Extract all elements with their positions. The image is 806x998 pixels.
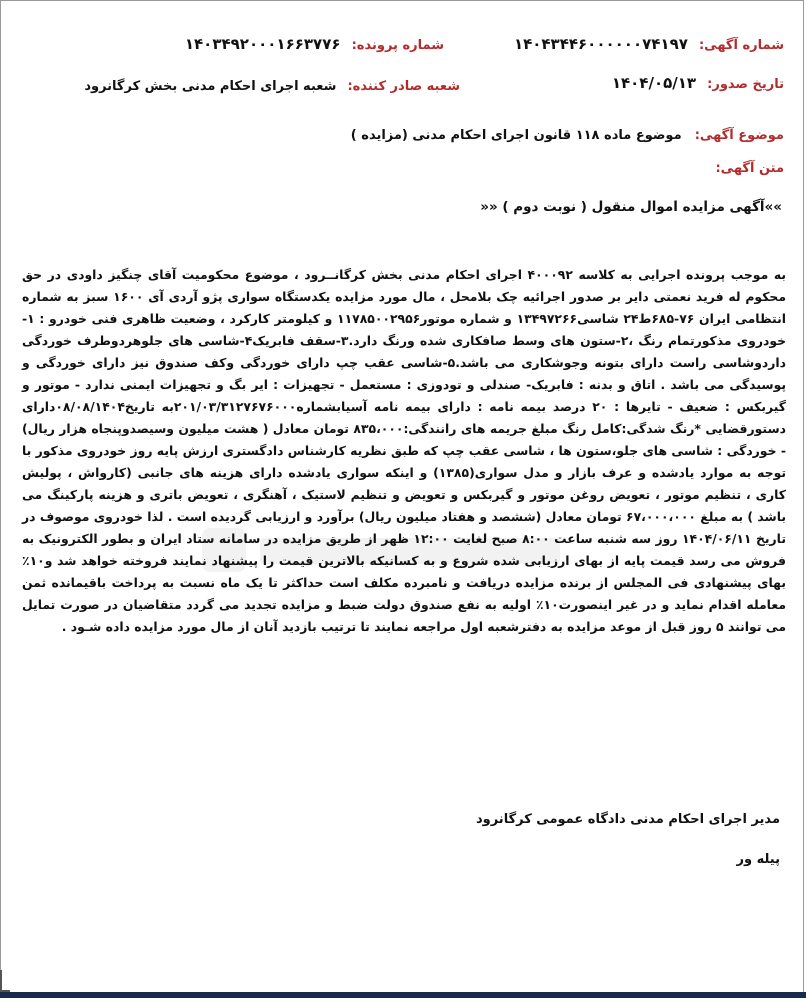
issue-date-label: تاریخ صدور:	[707, 77, 784, 92]
case-number-row	[185, 34, 444, 53]
case-number-value: ۱۴۰۳۴۹۲۰۰۰۱۶۶۳۷۷۶	[184, 35, 341, 53]
notice-body: به موجب پرونده اجرایی به کلاسه ۴۰۰۰۹۲ اجرای احکام مدنی بخش کرگانــرود ، موضوع محکومیت آقای چنگیز داودی در حق محکوم له فرید نعمتی دایر بر صدور اجرائیه چک بلامحل ، مال مورد مزایده یکدستگاه سواری پژو آردی آی ۱۶۰۰ سبز به شماره انتظامی ایران ۷۶-۶۸۵ط۲۴ شاسی۱۳۴۹۷۲۶۶ و شماره موتور۱۱۷۸۵۰۰۲۹۵۶ و کیلومتر کارکرد ، وضعیت ظاهری فنی خودرو : ۱-خودروی مذکورتمام رنگ ،۲-ستون های وسط صافکاری شده ورنگ دارد.۳-سقف فابریک۴-شاسی های جلوهردوطرف خوردگی داردوشاسی راست دارای بتونه وجوشکاری می باشد.۵-شاسی عقب چپ دارای خوردگی وکف صندوق نیز دارای خوردگی و پوسیدگی می باشد . اتاق و بدنه : فابریک- صندلی و تودوزی : مستعمل - تجهیزات : ایر بگ و تجهیزات ایمنی ندارد - موتور و گیربکس : ضعیف - تایرها : ۲۰ درصد بیمه نامه : دارای بیمه نامه آسیابشماره۲۰۱/۰۳/۳۱۲۷۶۷۶۰۰۰به تاریخ۰۸/۰۸/۱۴۰۴دارای دستورقضایی *رنگ شدگی:کامل رنگ مبلغ جریمه های رانندگی:۸۳۵،۰۰۰ تومان معادل ( هشت میلیون وسیصدوپنجاه هزار ریال) - خوردگی : شاسی های جلو،ستون ها ، شاسی عقب چپ که طبق نظریه کارشناس دادگستری ارزش پایه روز خودروی مذکور با توجه به موارد یادشده و عرف بازار و مدل سواری(۱۳۸۵) و اینکه سواری یادشده دارای هزینه های جانبی (کارواش ، پولیش کاری ، تنظیم موتور ، تعویض روغن موتور و گیربکس و تعویض و تنظیم لاستیک ، آهنگری ، تعویض باتری و هزینه پارکینگ می باشد ) به مبلغ ۶۷،۰۰۰،۰۰۰ تومان معادل (ششصد و هفتاد میلیون ریال) برآورد و ارزیابی گردیده است . لذا خودروی موصوف در تاریخ ۱۴۰۴/۰۶/۱۱ روز سه شنبه ساعت ۸:۰۰ صبح لغایت ۱۲:۰۰ ظهر از طریق مزایده در سامانه ستاد ایران و بطور الکترونیک به فروش می رسد قیمت پایه از بهای ارزیابی شده شروع و به کسانیکه بالاترین قیمت را پیشنهاد نمایند فروخته خواهد شد و۱۰٪ بهای پیشنهادی فی المجلس از برنده مزایده دریافت و نامبرده مکلف است حداکثر تا یک ماه نسبت به پرداخت باقیمانده ثمن معامله اقدام نماید و در غیر اینصورت۱۰٪ اولیه به نفع صندوق دولت ضبط و مزایده تجدید می گردد متقاضیان در صورت تمایل می توانند ۵ روز قبل از موعد مزایده به دفترشعبه اول مراجعه نمایند تا ترتیب بازدید آنان از مال مورد مزایده داده شـود .	[22, 267, 787, 634]
subject-label: موضوع آگهی:	[694, 128, 784, 143]
notice-number-label: شماره آگهی:	[698, 38, 784, 53]
subject-value: موضوع ماده ۱۱۸ قانون اجرای احکام مدنی (مزایده )	[350, 128, 682, 143]
notice-number-value: ۱۴۰۴۳۴۴۶۰۰۰۰۰۰۷۴۱۹۷	[513, 35, 688, 53]
case-number-label: شماره پرونده:	[351, 38, 444, 53]
corner-mark	[0, 970, 10, 992]
issuer-value: شعبه اجرای احکام مدنی بخش کرگانرود	[84, 79, 337, 94]
signature-name: پیله ور	[736, 852, 780, 867]
subject-row	[351, 124, 784, 143]
issuer-row	[84, 75, 460, 94]
issue-date-value: ۱۴۰۴/۰۵/۱۳	[611, 74, 697, 92]
issuer-label: شعبه صادر کننده:	[347, 79, 460, 94]
notice-headline: »»آگهی مزایده اموال منقول ( نوبت دوم ) ««	[480, 199, 782, 215]
bottom-bar	[0, 992, 806, 998]
issue-date-row	[612, 73, 784, 92]
signature-title: مدیر اجرای احکام مدنی دادگاه عمومی کرگانرود	[475, 812, 780, 827]
notice-number-row	[514, 34, 784, 53]
notice-text-label: متن آگهی:	[715, 161, 784, 176]
